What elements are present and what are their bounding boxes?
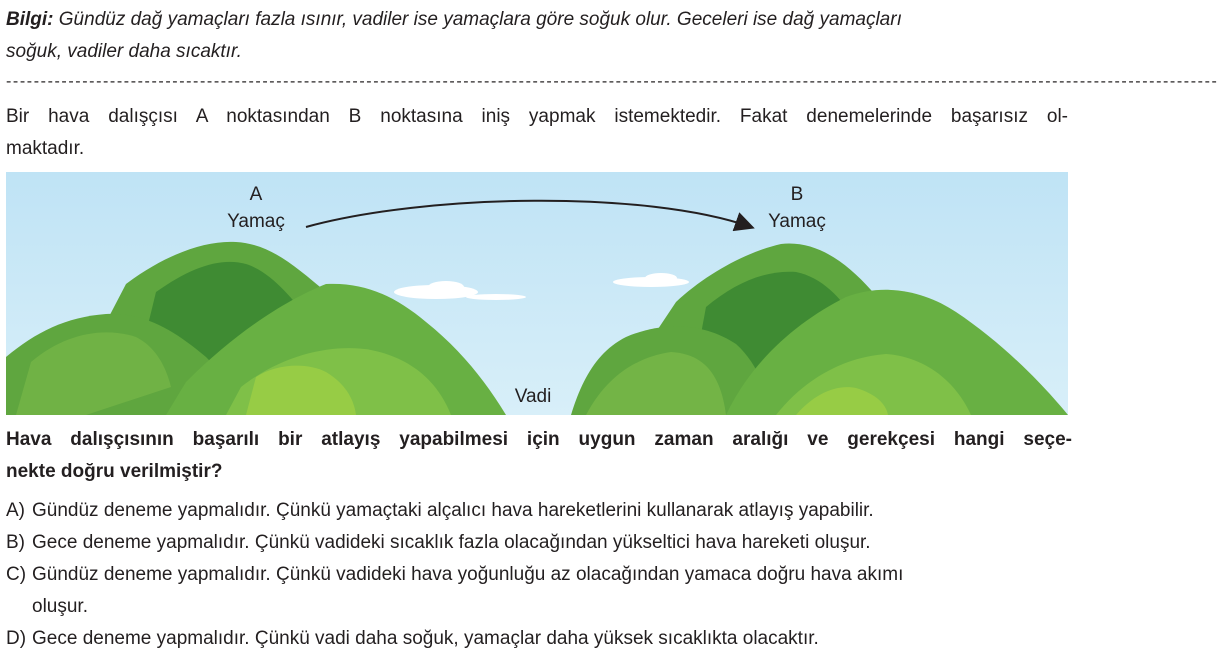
answer-options [6,495,1072,655]
option-text: Gündüz deneme yapmalıdır. Çünkü yamaçtaki alçalıcı hava hareketlerini kullanarak atlayış yapabilir. [32,500,874,521]
option-c[interactable] [6,559,1072,623]
info-line-1 [6,4,1072,36]
option-a[interactable] [6,495,1072,527]
option-text: Gece deneme yapmalıdır. Çünkü vadideki sıcaklık fazla olacağından yükseltici hava hareketi oluşur. [32,532,871,553]
info-text-1: Gündüz dağ yamaçları fazla ısınır, vadiler ise yamaçlara göre soğuk olur. Geceleri ise dağ yamaçları [58,9,902,30]
option-d[interactable] [6,623,1072,655]
question-line-1: Hava dalışçısının başarılı bir atlayış yapabilmesi için uygun zaman aralığı ve gerekçesi hangi seçe- [6,429,1072,450]
option-b[interactable] [6,527,1072,559]
slope-a-label: Yamaç [227,211,285,232]
intro-line-2: maktadır. [6,138,85,159]
point-b-label: B [790,184,804,205]
info-label: Bilgi: [6,9,54,30]
valley-label: Vadi [514,386,552,407]
option-text [32,559,1072,623]
option-letter: C) [6,564,27,585]
slope-b-label: Yamaç [768,211,826,232]
intro-paragraph [6,101,1068,165]
option-letter: D) [6,628,27,649]
info-box [6,4,1072,68]
mountain-illustration [6,172,1068,415]
mountain-figure [6,172,1068,415]
option-letter: B) [6,532,25,553]
separator-dashes: ------------------------------------------------------------------------------------------------------------------------------------------------------------------------------- [6,73,1218,90]
info-text-2: soğuk, vadiler daha sıcaktır. [6,41,242,62]
point-a-label: A [249,184,263,205]
question-line-2: nekte doğru verilmiştir? [6,461,223,482]
option-text: Gece deneme yapmalıdır. Çünkü vadi daha soğuk, yamaçlar daha yüksek sıcaklıkta olacaktır. [32,628,819,649]
option-text-line-2: oluşur. [32,596,88,617]
question-text [6,424,1072,488]
option-letter: A) [6,500,25,521]
option-text-line-1: Gündüz deneme yapmalıdır. Çünkü vadideki hava yoğunluğu az olacağından yamaca doğru hava akımı [32,564,904,585]
intro-line-1: Bir hava dalışçısı A noktasından B noktasına iniş yapmak istemektedir. Fakat denemelerinde başarısız ol- [6,106,1068,127]
